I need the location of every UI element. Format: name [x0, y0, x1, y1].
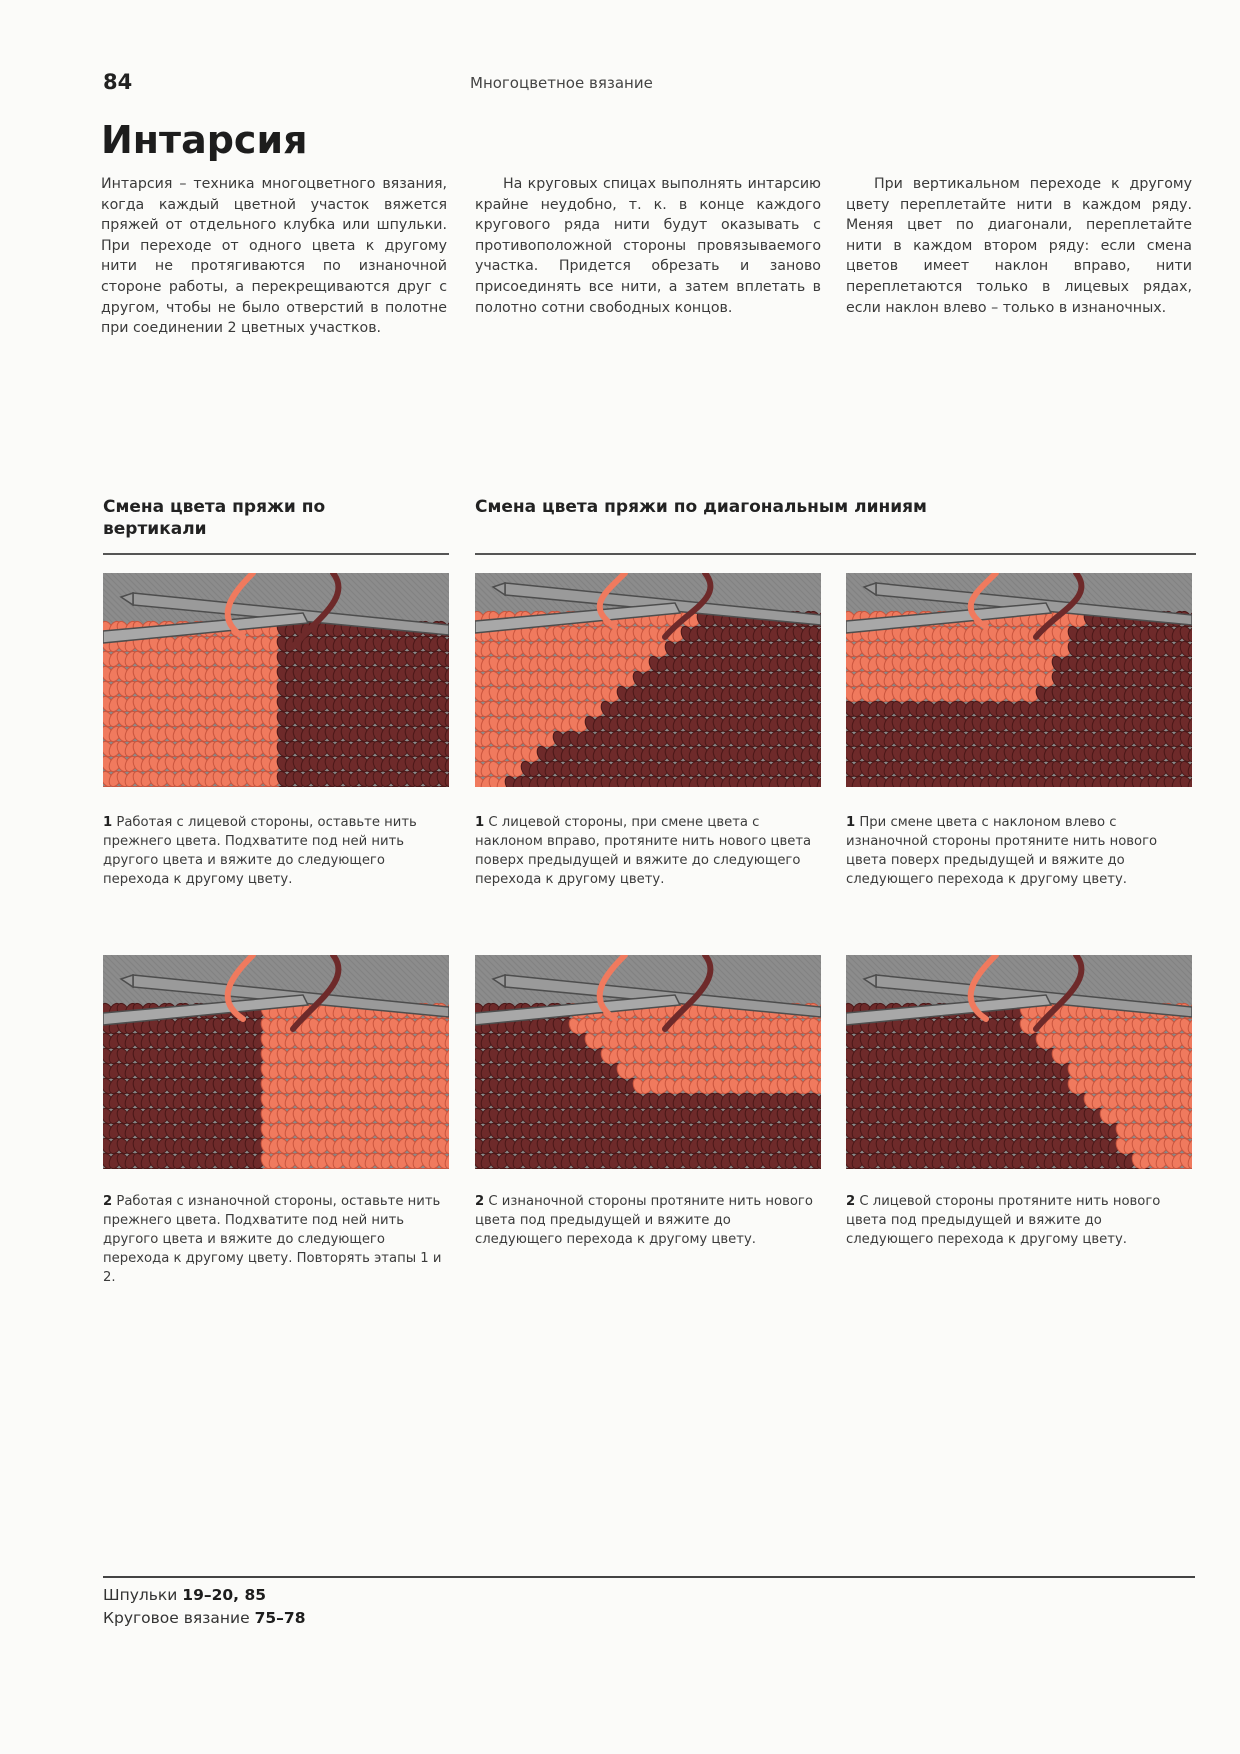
illustration-diagonal-left-step-2 — [846, 955, 1192, 1169]
caption-vertical-step-1 — [103, 813, 449, 889]
illustration-vertical-step-1 — [103, 573, 449, 787]
step-number: 1 — [103, 815, 113, 830]
caption-text: С лицевой стороны протяните нить нового цвета под предыдущей и вяжите до следующего перехода к другому цвету. — [846, 1194, 1161, 1247]
caption-diagonal-right-step-1 — [475, 813, 821, 889]
caption-text: Работая с лицевой стороны, оставьте нить прежнего цвета. Подхватите под ней нить другого цвета и вяжите до следующего перехода к другому цвету. — [103, 815, 417, 887]
step-number: 2 — [475, 1194, 485, 1209]
section-rule-diagonal — [475, 553, 1196, 555]
caption-text: С изнаночной стороны протяните нить нового цвета под предыдущей и вяжите до следующего перехода к другому цвету. — [475, 1194, 813, 1247]
section-rule-vertical — [103, 553, 449, 555]
xref-label: Шпульки — [103, 1586, 178, 1604]
xref-pages: 75–78 — [254, 1609, 306, 1627]
illustration-vertical-step-2 — [103, 955, 449, 1169]
step-number: 2 — [103, 1194, 113, 1209]
footer-rule — [103, 1576, 1195, 1578]
section-heading-vertical: Смена цвета пряжи по вертикали — [103, 497, 326, 539]
step-number: 2 — [846, 1194, 856, 1209]
caption-vertical-step-2 — [103, 1192, 449, 1287]
page-number: 84 — [103, 70, 133, 94]
cross-reference-circular-knitting[interactable] — [103, 1609, 306, 1627]
illustration-diagonal-left-step-1 — [846, 573, 1192, 787]
running-head: Многоцветное вязание — [470, 74, 653, 92]
caption-diagonal-left-step-1 — [846, 813, 1192, 889]
xref-label: Круговое вязание — [103, 1609, 250, 1627]
cross-reference-bobbins[interactable] — [103, 1586, 266, 1604]
caption-text: С лицевой стороны, при смене цвета с наклоном вправо, протяните нить нового цвета поверх предыдущей и вяжите до следующего перехода к другому цвету. — [475, 815, 812, 887]
step-number: 1 — [846, 815, 856, 830]
intro-column-2: На круговых спицах выполнять интарсию крайне неудобно, т. к. в конце каждого кругового ряда нити будут оказывать с противоположной стороны провязываемого участка. Придется обрезать и заново присоединять все нити, а затем вплетать в полотно сотни свободных концов. — [475, 176, 821, 316]
illustration-diagonal-right-step-2 — [475, 955, 821, 1169]
illustration-diagonal-right-step-1 — [475, 573, 821, 787]
page-title: Интарсия — [101, 118, 308, 162]
section-heading-diagonal: Смена цвета пряжи по диагональным линиям — [475, 497, 927, 517]
caption-text: Работая с изнаночной стороны, оставьте нить прежнего цвета. Подхватите под ней нить другого цвета и вяжите до следующего перехода к другому цвету. Повторять этапы 1 и 2. — [103, 1194, 442, 1285]
caption-diagonal-left-step-2 — [846, 1192, 1192, 1249]
caption-text: При смене цвета с наклоном влево с изнаночной стороны протяните нить нового цвета поверх предыдущей и вяжите до следующего перехода к другому цвету. — [846, 815, 1158, 887]
xref-pages: 19–20, 85 — [182, 1586, 267, 1604]
step-number: 1 — [475, 815, 485, 830]
intro-column-1: Интарсия – техника многоцветного вязания, когда каждый цветной участок вяжется пряжей от отдельного клубка или шпульки. При переходе от одного цвета к другому нити не протягиваются по изнаночной стороне работы, а перекрещиваются друг с другом, чтобы не было отверстий в полотне при соединении 2 цветных участков. — [101, 176, 447, 337]
caption-diagonal-right-step-2 — [475, 1192, 821, 1249]
intro-column-3: При вертикальном переходе к другому цвету переплетайте нити в каждом ряду. Меняя цвет по диагонали, переплетайте нити в каждом втором ряду: если смена цветов имеет наклон вправо, нити переплетаются только в лицевых рядах, если наклон влево – только в изнаночных. — [846, 176, 1192, 316]
